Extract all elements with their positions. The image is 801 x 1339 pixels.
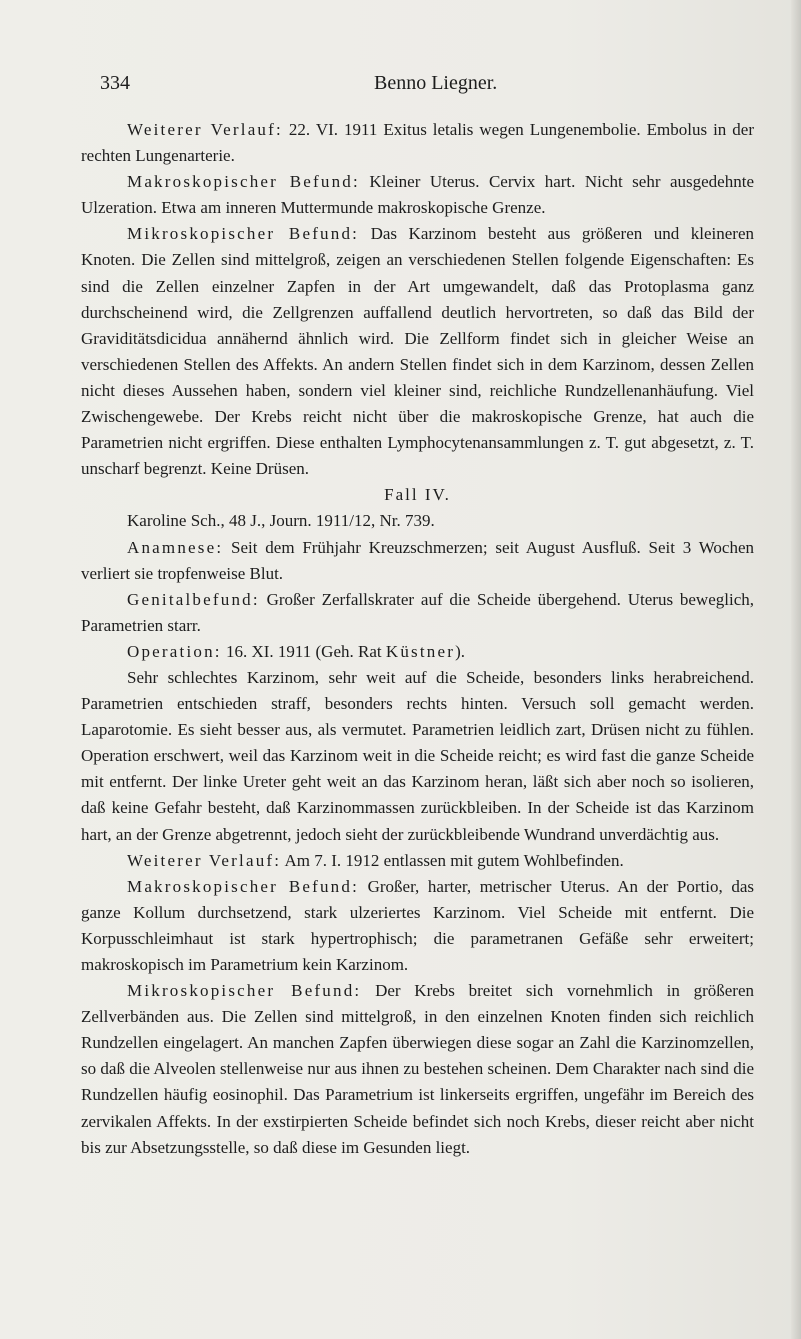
page-header	[0, 72, 801, 102]
surgeon-name: Küstner	[385, 641, 456, 661]
label-verlauf-fall: Weiterer Verlauf:	[127, 850, 282, 870]
paragraph-anamnese	[81, 535, 754, 587]
label-makro-fall: Makroskopischer Befund:	[127, 876, 359, 896]
text-operation-1: 16. XI. 1911 (Geh. Rat	[221, 641, 386, 661]
text-mikro: Das Karzinom besteht aus größeren und kleineren Knoten. Die Zellen sind mittelgroß, zeigen an verschiedenen Stellen folgende Eigenschaften: Es sind die Zellen einzelner Zapfen in der Art umgewandelt, daß das Protoplasma ganz durchscheinend wird, die Zellgrenzen auffallend deutlich hervortreten, so daß das Bild der Graviditätsdicidua annähernd ähnlich wird. Die Zellform findet sich in gleicher Weise an verschiedenen Stellen des Affekts. An andern Stellen findet sich in dem Karzinom, dessen Zellen nicht dieses Aussehen haben, sondern viel kleiner sind, reichliche Rundzellenanhäufung. Viel Zwischengewebe. Der Krebs reicht nicht über die makroskopische Grenze, hat auch die Parametrien nicht ergriffen. Diese enthalten Lymphocytenansammlungen z. T. gut abgesetzt, z. T. unscharf begrenzt. Keine Drüsen.	[81, 224, 755, 479]
label-makro: Makroskopischer Befund:	[127, 172, 360, 192]
paragraph-makro-fall	[81, 874, 754, 978]
text-operation-2: ).	[455, 641, 466, 661]
paragraph-genitalbefund	[81, 587, 754, 639]
text-makro-fall: Großer, harter, metrischer Uterus. An der Portio, das ganze Kollum durchsetzend, stark ulzeriertes Karzinom. Viel Scheide mit entfernt. Die Korpusschleimhaut ist stark hypertrophisch; die parametranen Gefäße sehr erweitert; makroskopisch im Parametrium kein Karzinom.	[81, 876, 754, 974]
paragraph-verlauf	[81, 117, 754, 169]
label-mikro: Mikroskopischer Befund:	[127, 224, 360, 244]
paragraph-mikro	[81, 221, 754, 482]
text-anamnese: Seit dem Frühjahr Kreuzschmerzen; seit August Ausfluß. Seit 3 Wochen verliert sie tropfenweise Blut.	[81, 537, 754, 583]
paragraph-patient: Karoline Sch., 48 J., Journ. 1911/12, Nr. 739.	[127, 511, 435, 531]
section-heading-fall-iv: Fall IV.	[384, 485, 451, 505]
running-head: Benno Liegner.	[374, 72, 498, 94]
paragraph-makro	[81, 169, 754, 221]
text-genitalbefund: Großer Zerfallskrater auf die Scheide übergehend. Uterus beweglich, Parametrien starr.	[81, 589, 754, 635]
body-text	[81, 117, 754, 1161]
text-makro: Kleiner Uterus. Cervix hart. Nicht sehr ausgedehnte Ulzeration. Etwa am inneren Muttermunde makroskopische Grenze.	[81, 172, 754, 218]
paragraph-mikro-fall	[81, 978, 754, 1161]
text-verlauf-fall: Am 7. I. 1912 entlassen mit gutem Wohlbefinden.	[281, 850, 624, 870]
label-operation: Operation:	[127, 641, 222, 661]
paragraph-operation-report: Sehr schlechtes Karzinom, sehr weit auf die Scheide, besonders links herabreichend. Parametrien entschieden straff, besonders rechts hinten. Versuch soll gemacht werden. Laparotomie. Es sieht besser aus, als vermutet. Parametrien leidlich zart, Drüsen nicht zu fühlen. Operation erschwert, weil das Karzinom weit in die Scheide reicht; es wird fast die ganze Scheide mit entfernt. Der linke Ureter geht weit an das Karzinom heran, läßt sich aber noch so isolieren, daß keine Gefahr besteht, daß Karzinommassen zurückbleiben. In der Scheide ist das Karzinom hart, an der Grenze abgetrennt, jedoch sieht der zurückbleibende Wundrand unverdächtig aus.	[81, 667, 754, 844]
page-number: 334	[100, 72, 130, 94]
text-mikro-fall: Der Krebs breitet sich vornehmlich in größeren Zellverbänden aus. Die Zellen sind mittelgroß, in den einzelnen Knoten finden sich reichlich Rundzellen eingelagert. An manchen Zapfen überwiegen diese sogar an Zahl die Karzinomzellen, so daß die Alveolen stellenweise nur aus ihnen zu bestehen scheinen. Dem Charakter nach sind die Rundzellen häufig eosinophil. Das Parametrium ist linkerseits ergriffen, ungefähr im Bereich des zervikalen Affekts. In der exstirpierten Scheide befindet sich noch Krebs, dieser reicht aber nicht bis zur Absetzungsstelle, so daß diese im Gesunden liegt.	[81, 981, 754, 1157]
paragraph-operation	[81, 639, 754, 665]
label-verlauf: Weiterer Verlauf:	[127, 120, 283, 139]
paragraph-verlauf-fall	[81, 848, 754, 874]
text-verlauf: 22. VI. 1911 Exitus letalis wegen Lungenembolie. Embolus in der rechten Lungenarterie.	[81, 120, 754, 166]
page-edge	[791, 0, 801, 1339]
label-anamnese: Anamnese:	[127, 537, 224, 557]
label-genitalbefund: Genitalbefund:	[127, 589, 260, 609]
label-mikro-fall: Mikroskopischer Befund:	[127, 981, 362, 1001]
